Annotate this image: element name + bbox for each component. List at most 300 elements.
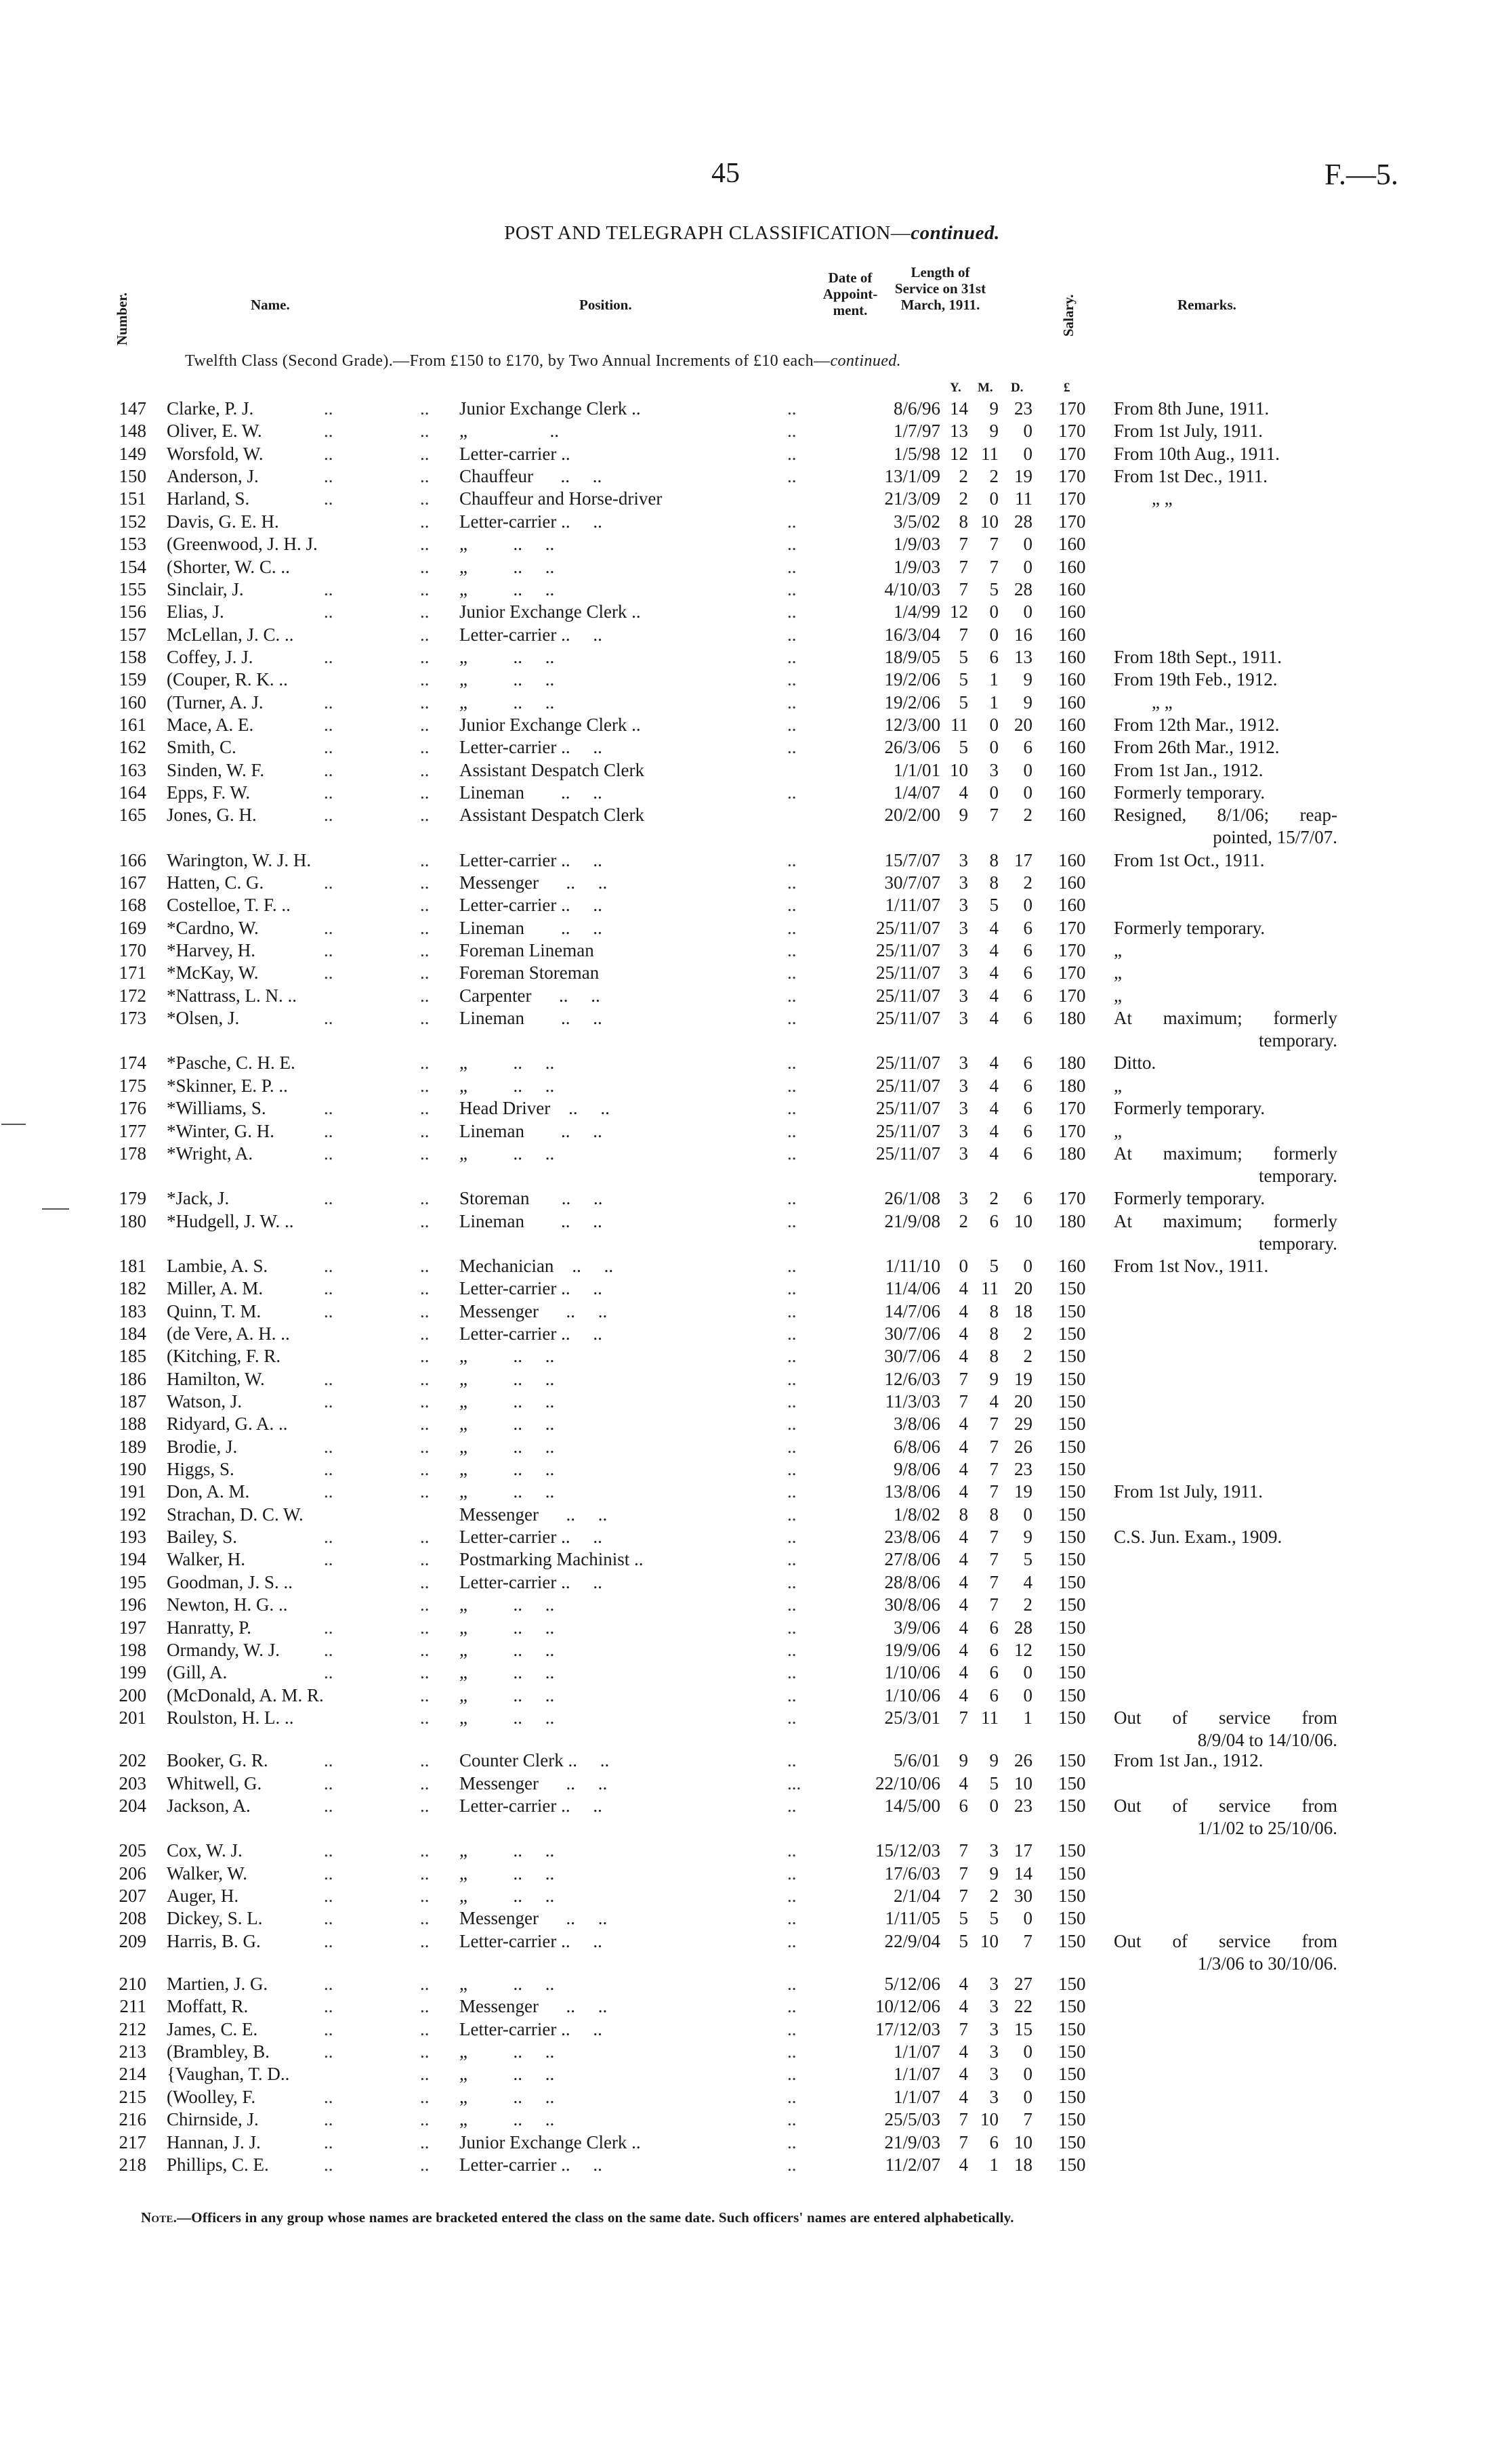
service-months: 6 <box>989 2131 999 2152</box>
row-number: 205 <box>119 1840 146 1861</box>
row-number: 166 <box>119 849 146 870</box>
remarks-continued: 1/1/02 to 25/10/06. <box>1197 1817 1337 1838</box>
service-months: 4 <box>989 1391 999 1411</box>
salary: 150 <box>1058 1795 1086 1816</box>
service-months: 0 <box>989 737 999 758</box>
service-months: 7 <box>989 534 999 555</box>
row-number: 151 <box>119 488 146 509</box>
table-row <box>0 1480 1504 1503</box>
table-row <box>0 893 1504 916</box>
date-leader-dots: .. <box>787 1255 797 1276</box>
employee-name: Jackson, A. <box>167 1795 251 1816</box>
name-leader-dots: .. <box>324 759 333 780</box>
position-title: „ .. .. <box>459 646 555 667</box>
table-row <box>0 2131 1504 2154</box>
row-number: 181 <box>119 1255 146 1276</box>
employee-name: (de Vere, A. H. .. <box>167 1323 290 1344</box>
position-leader-dots: .. <box>420 1639 430 1660</box>
employee-name: (Brambley, B. <box>167 2041 270 2062</box>
row-number: 186 <box>119 1368 146 1389</box>
service-days: 9 <box>1023 692 1032 713</box>
employee-name: Mace, A. E. <box>167 714 254 735</box>
position-title: Letter-carrier .. .. <box>459 737 602 758</box>
remarks: „ <box>1114 1120 1122 1141</box>
salary: 160 <box>1058 624 1086 645</box>
row-number: 191 <box>119 1481 146 1502</box>
employee-name: Elias, J. <box>167 601 224 622</box>
employee-name: (Woolley, F. <box>167 2086 256 2107</box>
employee-name: McLellan, J. C. .. <box>167 624 294 645</box>
appointment-date: 30/7/07 <box>884 872 940 893</box>
date-leader-dots: .. <box>787 1120 797 1141</box>
salary: 150 <box>1058 2064 1086 2085</box>
date-leader-dots: .. <box>787 2064 797 2085</box>
row-number: 208 <box>119 1908 146 1929</box>
service-years: 8 <box>959 511 968 532</box>
position-title: „ .. .. <box>459 1707 555 1728</box>
service-years: 5 <box>959 692 968 713</box>
employee-name: Sinden, W. F. <box>167 759 265 780</box>
service-months: 1 <box>989 2154 999 2175</box>
table-row <box>0 1458 1504 1481</box>
row-number: 216 <box>119 2109 146 2130</box>
position-leader-dots: .. <box>420 2131 430 2152</box>
position-leader-dots: .. <box>420 1075 430 1096</box>
name-leader-dots: .. <box>324 1863 333 1884</box>
table-row <box>0 487 1504 510</box>
service-years: 3 <box>959 917 968 938</box>
table-row <box>0 1412 1504 1435</box>
remarks: From 1st Nov., 1911. <box>1114 1255 1269 1276</box>
appointment-date: 1/1/07 <box>893 2086 940 2107</box>
row-number: 167 <box>119 872 146 893</box>
date-leader-dots: .. <box>787 1750 797 1771</box>
service-years: 2 <box>959 488 968 509</box>
appointment-date: 11/4/06 <box>885 1278 940 1299</box>
service-months: 7 <box>989 1414 999 1435</box>
salary: 150 <box>1058 2041 1086 2062</box>
salary: 150 <box>1058 2018 1086 2039</box>
position-leader-dots: .. <box>420 1684 430 1705</box>
table-row <box>0 984 1504 1007</box>
position-leader-dots: .. <box>420 1210 430 1231</box>
service-days: 7 <box>1023 1930 1032 1951</box>
service-months: 4 <box>989 962 999 983</box>
table-row <box>0 1120 1504 1143</box>
table-row <box>0 1277 1504 1300</box>
service-years: 4 <box>959 1300 968 1321</box>
appointment-date: 1/4/99 <box>893 601 940 622</box>
position-title: „ .. .. <box>459 1414 555 1435</box>
service-days: 18 <box>1014 2154 1032 2175</box>
date-leader-dots: .. <box>787 872 797 893</box>
service-years: 5 <box>959 737 968 758</box>
name-leader-dots: .. <box>324 1662 333 1683</box>
position-leader-dots: .. <box>420 1300 430 1321</box>
appointment-date: 15/7/07 <box>884 849 940 870</box>
position-leader-dots: .. <box>420 1750 430 1771</box>
appointment-date: 30/7/06 <box>884 1323 940 1344</box>
service-months: 4 <box>989 940 999 960</box>
date-leader-dots: .. <box>787 1527 797 1548</box>
salary: 160 <box>1058 737 1086 758</box>
name-leader-dots: .. <box>324 692 333 713</box>
appointment-date: 1/10/06 <box>884 1662 940 1683</box>
name-leader-dots: .. <box>324 2154 333 2175</box>
service-months: 9 <box>989 421 999 442</box>
position-title: „ .. .. <box>459 1481 555 1502</box>
service-days: 0 <box>1023 782 1032 803</box>
employee-name: *Olsen, J. <box>167 1008 240 1029</box>
name-leader-dots: .. <box>324 2086 333 2107</box>
table-row <box>0 1794 1504 1838</box>
service-days: 16 <box>1014 624 1032 645</box>
position-leader-dots: .. <box>420 466 430 487</box>
position-title: Letter-carrier .. .. <box>459 624 602 645</box>
service-months: 6 <box>989 1617 999 1638</box>
date-leader-dots: .. <box>787 1571 797 1592</box>
position-leader-dots: .. <box>420 759 430 780</box>
position-title: Counter Clerk .. .. <box>459 1750 610 1771</box>
position-leader-dots: .. <box>420 534 430 555</box>
service-years: 7 <box>959 2109 968 2130</box>
position-title: Foreman Lineman <box>459 940 594 960</box>
appointment-date: 18/9/05 <box>884 646 940 667</box>
table-row <box>0 1661 1504 1684</box>
remarks: From 1st Oct., 1911. <box>1114 849 1265 870</box>
position-title: „ .. .. <box>459 1662 555 1683</box>
service-months: 1 <box>989 669 999 690</box>
position-title: „ .. .. <box>459 2086 555 2107</box>
position-title: Postmarking Machinist .. <box>459 1549 644 1570</box>
table-row <box>0 1367 1504 1390</box>
remarks: From 1st July, 1911. <box>1114 421 1263 442</box>
position-leader-dots: .. <box>420 1549 430 1570</box>
remarks: Formerly temporary. <box>1114 782 1266 803</box>
row-number: 173 <box>119 1008 146 1029</box>
appointment-date: 1/10/06 <box>884 1684 940 1705</box>
name-leader-dots: .. <box>324 466 333 487</box>
date-leader-dots: .. <box>787 962 797 983</box>
service-years: 12 <box>950 601 968 622</box>
position-title: Letter-carrier .. .. <box>459 1527 602 1548</box>
row-number: 203 <box>119 1772 146 1793</box>
table-row <box>0 759 1504 782</box>
service-days: 26 <box>1014 1436 1032 1457</box>
table-row <box>0 397 1504 420</box>
remarks: From 10th Aug., 1911. <box>1114 443 1280 464</box>
appointment-date: 12/3/00 <box>884 714 940 735</box>
remarks: From 12th Mar., 1912. <box>1114 714 1280 735</box>
position-title: „ .. .. <box>459 1053 555 1074</box>
appointment-date: 17/12/03 <box>875 2018 940 2039</box>
date-leader-dots: .. <box>787 1300 797 1321</box>
service-months: 9 <box>989 1368 999 1389</box>
row-number: 163 <box>119 759 146 780</box>
row-number: 158 <box>119 646 146 667</box>
position-leader-dots: .. <box>420 1459 430 1479</box>
service-months: 4 <box>989 1120 999 1141</box>
position-title: „ .. .. <box>459 1436 555 1457</box>
employee-name: *Wright, A. <box>167 1143 253 1164</box>
table-row <box>0 510 1504 533</box>
date-leader-dots: .. <box>787 2086 797 2107</box>
row-number: 196 <box>119 1594 146 1615</box>
position-leader-dots: .. <box>420 1368 430 1389</box>
table-row <box>0 961 1504 984</box>
service-years: 5 <box>959 1930 968 1951</box>
appointment-date: 6/8/06 <box>893 1436 940 1457</box>
salary: 180 <box>1058 1210 1086 1231</box>
position-title: „ .. .. <box>459 556 555 577</box>
column-header-position: Position. <box>579 297 632 313</box>
service-days: 28 <box>1014 1617 1032 1638</box>
employee-name: Don, A. M. <box>167 1481 250 1502</box>
service-years: 5 <box>959 646 968 667</box>
employee-name: Higgs, S. <box>167 1459 234 1479</box>
service-years: 4 <box>959 1323 968 1344</box>
row-number: 154 <box>119 556 146 577</box>
position-leader-dots: .. <box>420 1414 430 1435</box>
row-number: 201 <box>119 1707 146 1728</box>
service-days: 0 <box>1023 421 1032 442</box>
position-title: Messenger .. .. <box>459 872 608 893</box>
row-number: 180 <box>119 1210 146 1231</box>
table-row <box>0 849 1504 872</box>
service-days: 0 <box>1023 2064 1032 2085</box>
remarks: From 1st Jan., 1912. <box>1114 1750 1263 1771</box>
table-row <box>0 736 1504 759</box>
table-row <box>0 578 1504 601</box>
table-row <box>0 1187 1504 1210</box>
row-number: 190 <box>119 1459 146 1479</box>
table-row <box>0 1593 1504 1616</box>
name-leader-dots: .. <box>324 1772 333 1793</box>
table-row <box>0 1706 1504 1750</box>
service-months: 5 <box>989 1255 999 1276</box>
row-number: 214 <box>119 2064 146 2085</box>
position-leader-dots: .. <box>420 1863 430 1884</box>
service-months: 10 <box>980 511 999 532</box>
table-row <box>0 1684 1504 1707</box>
service-years: 7 <box>959 556 968 577</box>
service-months: 9 <box>989 1863 999 1884</box>
position-leader-dots: .. <box>420 1594 430 1615</box>
salary: 170 <box>1058 398 1086 419</box>
service-days: 6 <box>1023 1143 1032 1164</box>
service-years: 6 <box>959 1795 968 1816</box>
position-title: „ .. .. <box>459 2041 555 2062</box>
service-months: 9 <box>989 398 999 419</box>
service-months: 8 <box>989 872 999 893</box>
employee-name: *Winter, G. H. <box>167 1120 275 1141</box>
service-years: 4 <box>959 1346 968 1367</box>
name-leader-dots: .. <box>324 2109 333 2130</box>
position-leader-dots: .. <box>420 1662 430 1683</box>
appointment-date: 1/1/01 <box>893 759 940 780</box>
salary: 150 <box>1058 1974 1086 1994</box>
service-days: 15 <box>1014 2018 1032 2039</box>
service-months: 6 <box>989 1662 999 1683</box>
position-title: Head Driver .. .. <box>459 1098 610 1119</box>
row-number: 189 <box>119 1436 146 1457</box>
row-number: 178 <box>119 1143 146 1164</box>
table-row <box>0 713 1504 736</box>
service-years: 4 <box>959 1436 968 1457</box>
date-leader-dots: .. <box>787 2131 797 2152</box>
position-title: „ .. .. <box>459 1368 555 1389</box>
service-years: 3 <box>959 1120 968 1141</box>
position-leader-dots: .. <box>420 1255 430 1276</box>
service-days: 14 <box>1014 1863 1032 1884</box>
employee-name: Quinn, T. M. <box>167 1300 262 1321</box>
salary: 160 <box>1058 1255 1086 1276</box>
service-months: 6 <box>989 646 999 667</box>
position-leader-dots: .. <box>420 398 430 419</box>
position-title: „ .. .. <box>459 1459 555 1479</box>
name-leader-dots: .. <box>324 1391 333 1411</box>
service-years: 4 <box>959 2154 968 2175</box>
table-row <box>0 1322 1504 1345</box>
service-years: 10 <box>950 759 968 780</box>
salary: 150 <box>1058 2109 1086 2130</box>
date-leader-dots: .. <box>787 1594 797 1615</box>
salary: 160 <box>1058 669 1086 690</box>
salary: 150 <box>1058 1549 1086 1570</box>
position-title: Letter-carrier .. .. <box>459 2154 602 2175</box>
table-row <box>0 1300 1504 1323</box>
name-leader-dots: .. <box>324 1459 333 1479</box>
service-days: 6 <box>1023 737 1032 758</box>
service-days: 0 <box>1023 1255 1032 1276</box>
position-leader-dots: .. <box>420 1008 430 1029</box>
service-months: 1 <box>989 692 999 713</box>
salary: 150 <box>1058 1772 1086 1793</box>
table-row <box>0 1435 1504 1458</box>
position-title: Lineman .. .. <box>459 1210 602 1231</box>
position-title: Letter-carrier .. .. <box>459 511 602 532</box>
service-years: 3 <box>959 1188 968 1209</box>
position-title: Assistant Despatch Clerk <box>459 759 644 780</box>
position-title: „ .. .. <box>459 2064 555 2085</box>
salary: 150 <box>1058 2131 1086 2152</box>
service-days: 6 <box>1023 917 1032 938</box>
row-number: 177 <box>119 1120 146 1141</box>
service-days: 6 <box>1023 962 1032 983</box>
position-leader-dots: .. <box>420 714 430 735</box>
margin-mark <box>1 1124 26 1125</box>
table-row <box>0 645 1504 668</box>
salary: 160 <box>1058 601 1086 622</box>
remarks-continued: temporary. <box>1259 1030 1337 1051</box>
appointment-date: 25/11/07 <box>875 1143 940 1164</box>
appointment-date: 10/12/06 <box>875 1996 940 2017</box>
service-months: 8 <box>989 1504 999 1525</box>
employee-name: Hamilton, W. <box>167 1368 265 1389</box>
service-months: 7 <box>989 1436 999 1457</box>
appointment-date: 30/7/06 <box>884 1346 940 1367</box>
position-leader-dots: .. <box>420 895 430 916</box>
remarks: From 1st Jan., 1912. <box>1114 759 1263 780</box>
service-months: 0 <box>989 601 999 622</box>
date-leader-dots: .. <box>787 782 797 803</box>
row-number: 152 <box>119 511 146 532</box>
position-leader-dots: .. <box>420 421 430 442</box>
position-leader-dots: .. <box>420 2064 430 2085</box>
service-years: 7 <box>959 2018 968 2039</box>
service-years: 4 <box>959 1481 968 1502</box>
position-leader-dots: .. <box>420 646 430 667</box>
position-leader-dots: .. <box>420 1707 430 1728</box>
remarks: Formerly temporary. <box>1114 917 1266 938</box>
salary: 150 <box>1058 1481 1086 1502</box>
date-leader-dots: .. <box>787 1143 797 1164</box>
table-row <box>0 623 1504 646</box>
salary: 170 <box>1058 511 1086 532</box>
position-title: Messenger .. .. <box>459 1300 608 1321</box>
appointment-date: 1/5/98 <box>893 443 940 464</box>
service-days: 10 <box>1014 2131 1032 2152</box>
table-row <box>0 555 1504 578</box>
salary: 150 <box>1058 1707 1086 1728</box>
salary: 150 <box>1058 1346 1086 1367</box>
service-days: 6 <box>1023 1008 1032 1029</box>
service-months: 2 <box>989 1188 999 1209</box>
service-years: 7 <box>959 1368 968 1389</box>
service-days: 6 <box>1023 1188 1032 1209</box>
table-row <box>0 1074 1504 1097</box>
position-title: Letter-carrier .. .. <box>459 2018 602 2039</box>
unit-months: M. <box>978 381 993 395</box>
service-months: 3 <box>989 1974 999 1994</box>
row-number: 172 <box>119 985 146 1006</box>
position-title: „ .. .. <box>459 534 555 555</box>
row-number: 211 <box>119 1996 146 2017</box>
position-leader-dots: .. <box>420 2086 430 2107</box>
employee-name: Coffey, J. J. <box>167 646 253 667</box>
table-row <box>0 419 1504 442</box>
employee-name: Bailey, S. <box>167 1527 237 1548</box>
name-leader-dots: .. <box>324 2018 333 2039</box>
position-title: Foreman Storeman <box>459 962 600 983</box>
column-header-date: Date of Appoint- ment. <box>822 270 878 318</box>
position-leader-dots: .. <box>420 1930 430 1951</box>
date-leader-dots: .. <box>787 443 797 464</box>
date-leader-dots: .. <box>787 1996 797 2017</box>
position-title: Letter-carrier .. .. <box>459 1795 602 1816</box>
row-number: 174 <box>119 1053 146 1074</box>
employee-name: Oliver, E. W. <box>167 421 262 442</box>
service-days: 2 <box>1023 1323 1032 1344</box>
row-number: 217 <box>119 2131 146 2152</box>
appointment-date: 28/8/06 <box>884 1571 940 1592</box>
name-leader-dots: .. <box>324 1368 333 1389</box>
salary: 150 <box>1058 1617 1086 1638</box>
service-years: 9 <box>959 1750 968 1771</box>
appointment-date: 21/9/03 <box>884 2131 940 2152</box>
date-leader-dots: .. <box>787 1549 797 1570</box>
position-leader-dots: .. <box>420 1617 430 1638</box>
service-months: 2 <box>989 466 999 487</box>
date-leader-dots: .. <box>787 578 797 599</box>
service-years: 2 <box>959 1210 968 1231</box>
service-days: 10 <box>1014 1772 1032 1793</box>
employee-name: Hannan, J. J. <box>167 2131 261 2152</box>
position-title: „ .. .. <box>459 1886 555 1906</box>
position-leader-dots: .. <box>420 578 430 599</box>
date-leader-dots: .. <box>787 1481 797 1502</box>
name-leader-dots: .. <box>324 646 333 667</box>
